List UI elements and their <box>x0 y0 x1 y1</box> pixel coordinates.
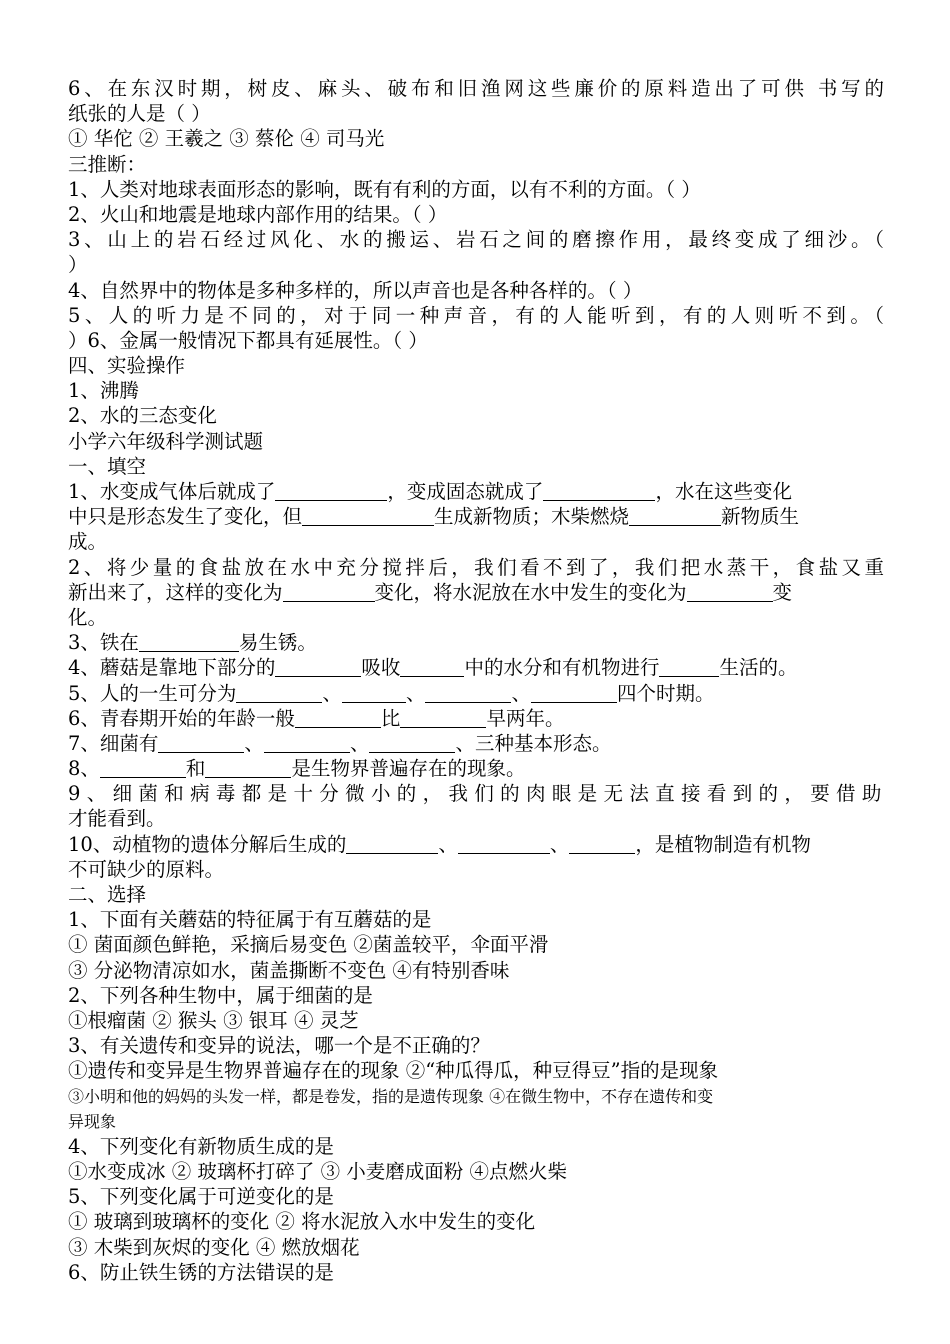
text-fragment: 四个时期。 <box>616 681 715 705</box>
text-fragment: 10、动植物的遗体分解后生成的 <box>68 832 347 856</box>
question-6 <box>68 706 884 731</box>
text-fragment: 是生物界普遍存在的现象。 <box>291 757 526 781</box>
text-line: 1、人类对地球表面形态的影响，既有有利的方面，以有不利的方面。（ ） <box>68 177 701 201</box>
question-line: 1、下面有关蘑菇的特征属于有互蘑菇的是 <box>68 908 432 932</box>
text-fragment: 吸收 <box>361 656 401 680</box>
question-line: 5、下列变化属于可逆变化的是 <box>68 1185 334 1209</box>
text-fragment: 和 <box>185 757 206 781</box>
text-fragment: 中只是形态发生了变化，但 <box>68 505 303 529</box>
text-fragment: 、 <box>244 731 264 755</box>
text-fragment: 、 <box>438 832 458 856</box>
answer-blank[interactable] <box>369 733 455 753</box>
text-line: 4、自然界中的物体是多种多样的，所以声音也是各种各样的。（ ） <box>68 278 643 302</box>
option-line: ③小明和他的妈妈的头发一样，都是卷发，指的是遗传现象 ④在微生物中，不存在遗传和变 <box>68 1086 714 1106</box>
document-page <box>68 76 884 1285</box>
answer-blank[interactable] <box>205 758 291 778</box>
text-line: 1、沸腾 <box>68 379 139 403</box>
text-line: ）6、金属一般情况下都具有延展性。（ ） <box>68 328 428 352</box>
text-fragment: 中的水分和有机物进行 <box>464 656 660 680</box>
text-fragment: 新出来了，这样的变化为 <box>68 580 283 604</box>
answer-blank[interactable] <box>531 683 617 703</box>
part2-section <box>68 882 884 1285</box>
text-line: 5、人的听力是不同的，对于同一种声音，有的人能听到，有的人则听不到。（ <box>68 303 884 327</box>
question-2-line-2 <box>68 580 884 605</box>
text-line: 纸张的人是（ ） <box>68 102 211 126</box>
answer-blank[interactable] <box>158 733 244 753</box>
text-fragment: 3、铁在 <box>68 631 139 655</box>
answer-blank[interactable] <box>659 657 719 677</box>
text-fragment: ，是植物制造有机物 <box>635 832 811 856</box>
answer-blank[interactable] <box>275 657 361 677</box>
question-9-line-1: 9、细菌和病毒都是十分微小的，我们的肉眼是无法直接看到的，要借助 <box>68 782 884 806</box>
page-title: 小学六年级科学测试题 <box>68 429 264 453</box>
text-fragment: 生成新物质；木柴燃烧 <box>434 505 630 529</box>
text-fragment: 8、 <box>68 757 100 781</box>
answer-blank[interactable] <box>100 758 186 778</box>
answer-blank[interactable] <box>283 582 375 602</box>
text-line: 3、山上的岩石经过风化、水的搬运、岩石之间的磨擦作用，最终变成了细沙。（ <box>68 228 884 252</box>
answer-blank[interactable] <box>302 506 434 526</box>
question-8 <box>68 756 884 781</box>
text-fragment: ，变成固态就成了 <box>387 480 544 503</box>
question-9-line-2: 才能看到。 <box>68 807 166 831</box>
text-fragment: 、 <box>349 731 370 755</box>
question-10-line-2: 不可缺少的原料。 <box>68 857 225 881</box>
text-fragment: 7、细菌有 <box>68 731 159 755</box>
answer-blank[interactable] <box>342 683 406 703</box>
answer-blank[interactable] <box>543 481 655 501</box>
text-fragment: 5、人的一生可分为 <box>68 681 237 705</box>
question-10-line-1 <box>68 832 884 857</box>
text-fragment: 生活的。 <box>719 656 798 680</box>
text-line: ） <box>68 253 88 277</box>
section-heading: 四、实验操作 <box>68 354 186 378</box>
text-fragment: 比 <box>380 706 401 730</box>
question-3 <box>68 630 884 655</box>
answer-blank[interactable] <box>687 582 773 602</box>
section-heading: 三推断： <box>68 152 147 176</box>
text-fragment: 易生锈。 <box>238 631 317 655</box>
text-fragment: 、 <box>405 681 426 705</box>
option-line: ① 玻璃到玻璃杯的变化 ② 将水泥放入水中发生的变化 <box>68 1210 536 1234</box>
text-fragment: 6、青春期开始的年龄一般 <box>68 706 295 730</box>
question-1-line-2 <box>68 504 884 529</box>
text-fragment: 变化，将水泥放在水中发生的变化为 <box>374 580 687 604</box>
answer-blank[interactable] <box>629 506 721 526</box>
option-line: ③ 分泌物清凉如水，菌盖撕断不变色 ④有特别香味 <box>68 958 510 982</box>
answer-blank[interactable] <box>295 708 381 728</box>
answer-blank[interactable] <box>400 708 486 728</box>
answer-blank[interactable] <box>425 683 511 703</box>
question-line: 2、下列各种生物中，属于细菌的是 <box>68 983 373 1007</box>
question-1-line-3: 成。 <box>68 530 108 554</box>
text-fragment: 4、蘑菇是靠地下部分的 <box>68 656 276 680</box>
part1-section <box>68 76 884 479</box>
answer-blank[interactable] <box>264 733 350 753</box>
fill-blank-section <box>68 479 884 882</box>
question-1-line-1 <box>68 479 884 504</box>
question-line: 3、有关遗传和变异的说法，哪一个是不正确的？ <box>68 1034 490 1058</box>
text-fragment: 、 <box>511 681 531 705</box>
answer-blank[interactable] <box>275 481 387 501</box>
question-2-line-1: 2、将少量的食盐放在水中充分搅拌后，我们看不到了，我们把水蒸干，食盐又重 <box>68 555 884 579</box>
answer-blank[interactable] <box>569 834 635 854</box>
text-fragment: 变 <box>772 580 793 604</box>
section-heading: 一、填空 <box>68 454 147 478</box>
text-line: ① 华佗 ② 王羲之 ③ 蔡伦 ④ 司马光 <box>68 127 385 151</box>
text-fragment: 、 <box>549 832 570 856</box>
text-fragment: 新物质生 <box>721 505 800 529</box>
answer-blank[interactable] <box>400 657 464 677</box>
answer-blank[interactable] <box>346 834 438 854</box>
question-5 <box>68 681 884 706</box>
section-heading: 二、选择 <box>68 883 147 906</box>
answer-blank[interactable] <box>236 683 322 703</box>
text-line: 2、火山和地震是地球内部作用的结果。（ ） <box>68 202 448 226</box>
option-line: ③ 木柴到灰烬的变化 ④ 燃放烟花 <box>68 1235 360 1259</box>
answer-blank[interactable] <box>139 632 239 652</box>
text-fragment: ，水在这些变化 <box>655 480 792 503</box>
answer-blank[interactable] <box>458 834 550 854</box>
text-fragment: 早两年。 <box>486 706 565 730</box>
text-fragment: 、 <box>322 681 342 705</box>
question-7 <box>68 731 884 756</box>
option-line: ①遗传和变异是生物界普遍存在的现象 ②“种瓜得瓜，种豆得豆”指的是现象 <box>68 1059 719 1083</box>
question-line: 6、防止铁生锈的方法错误的是 <box>68 1260 334 1284</box>
question-line: 4、下列变化有新物质生成的是 <box>68 1134 334 1158</box>
option-line: ①水变成冰 ② 玻璃杯打碎了 ③ 小麦磨成面粉 ④点燃火柴 <box>68 1160 567 1184</box>
question-2-line-3: 化。 <box>68 605 108 629</box>
text-line: 6、在东汉时期，树皮、麻头、破布和旧渔网这些廉价的原料造出了可供 书写的 <box>68 77 884 100</box>
text-fragment: 、三种基本形态。 <box>455 731 612 755</box>
option-line: ① 菌面颜色鲜艳，采摘后易变色 ②菌盖较平，伞面平滑 <box>68 933 549 957</box>
text-fragment: 1、水变成气体后就成了 <box>68 480 276 503</box>
text-line: 2、水的三态变化 <box>68 404 217 428</box>
option-line: ①根瘤菌 ② 猴头 ③ 银耳 ④ 灵芝 <box>68 1008 359 1032</box>
question-4 <box>68 655 884 680</box>
option-line: 异现象 <box>68 1111 117 1131</box>
